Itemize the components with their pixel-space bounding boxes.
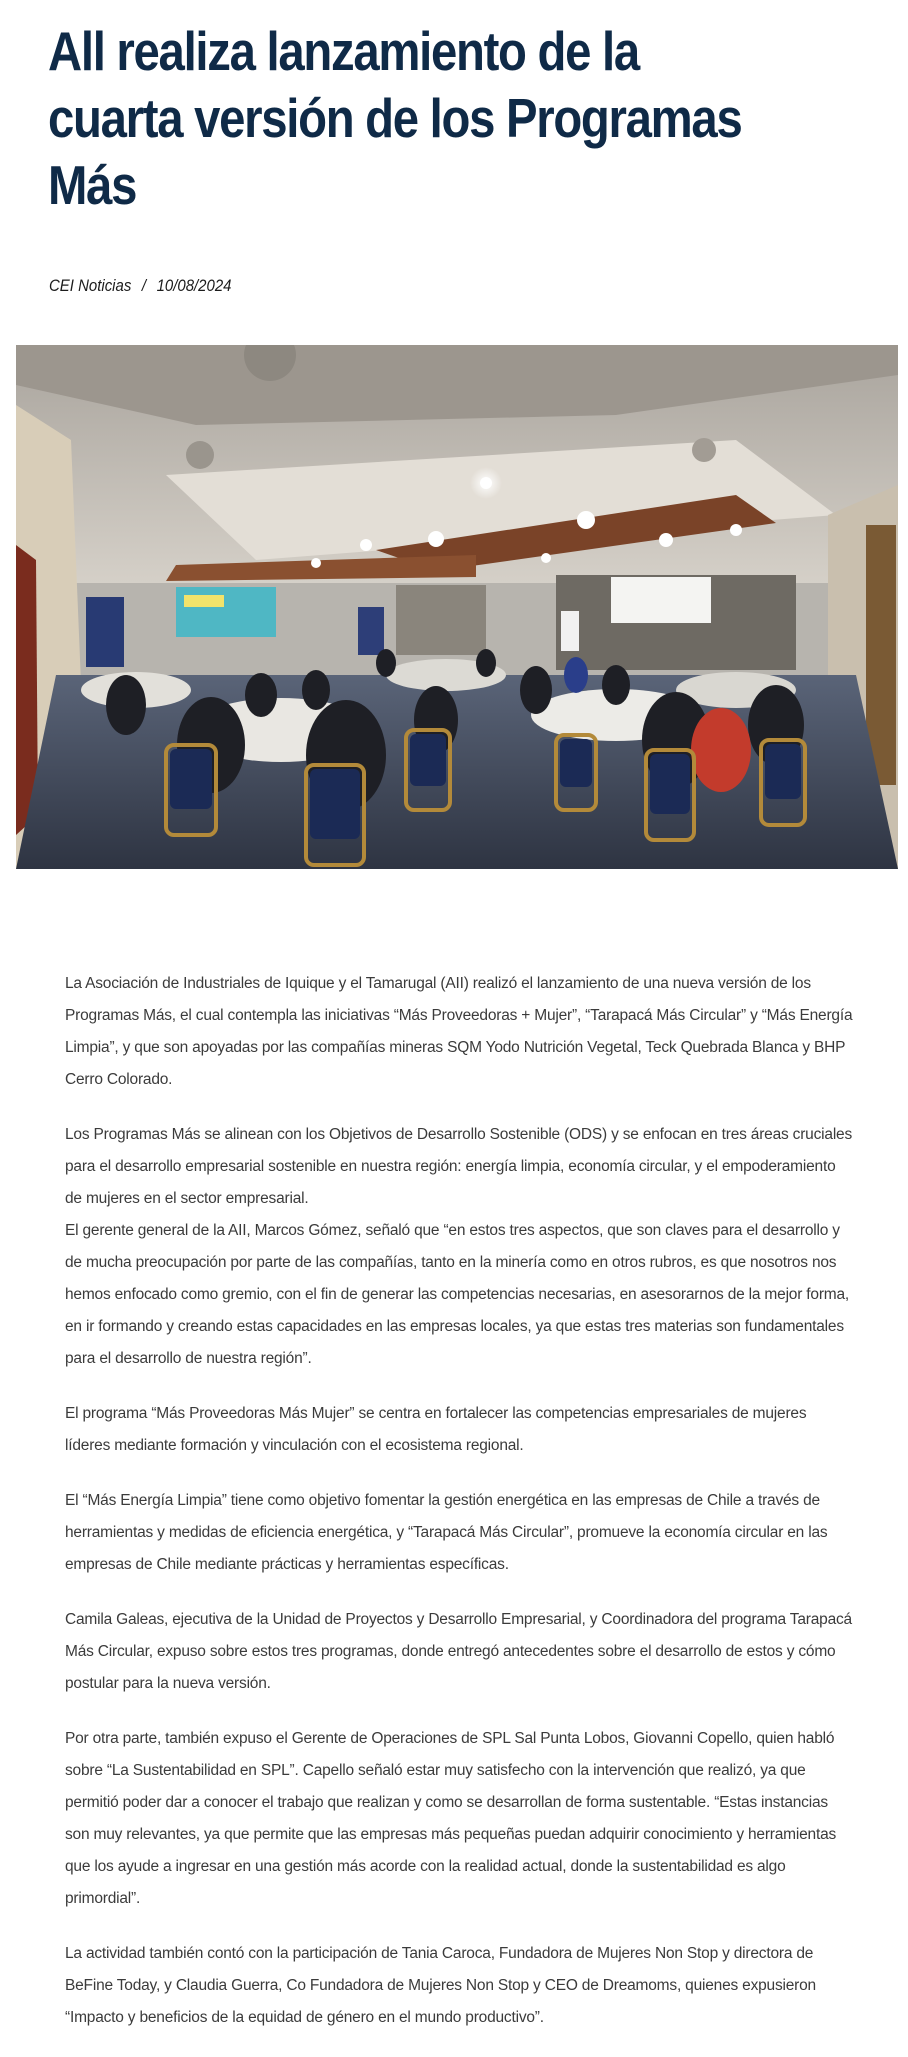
article-category[interactable]: CEI Noticias (49, 276, 132, 295)
paragraph: El gerente general de la AII, Marcos Gómez, señaló que “en estos tres aspectos, que son claves para el desarrollo y de mucha preocupación por parte de las compañías, tanto en la minería como en otros rubros, es que nosotros nos hemos enfocado como gremio, con el fin de generar las competencias necesarias, en asesorarnos de la mejor forma, en ir formando y creando estas capacidades en las empresas locales, ya que estas tres materias son fundamentales para el desarrollo de nuestra región”. (65, 1222, 850, 1367)
article-title: All realiza lanzamiento de la cuarta versión de los Programas Más (48, 20, 742, 216)
paragraph: Los Programas Más se alinean con los Objetivos de Desarrollo Sostenible (ODS) y se enfocan en tres áreas cruciales para el desarrollo empresarial sostenible en nuestra región: energía limpia, economía circular, y el empoderamiento de mujeres en el sector empresarial. (65, 1126, 853, 1207)
paragraph: Por otra parte, también expuso el Gerente de Operaciones de SPL Sal Punta Lobos, Giovanni Copello, quien habló sobre “La Sustentabilidad en SPL”. Capello señaló estar muy satisfecho con la intervención que realizó, ya que permitió poder dar a conocer el trabajo que realizan y como se desarrollan de forma sustentable. “Estas instancias son muy relevantes, ya que permite que las empresas más pequeñas puedan adquirir conocimiento y herramientas que los ayude a ingresar en una gestión más acorde con la realidad actual, donde la sustentabilidad es algo primordial”. (65, 1730, 837, 1907)
paragraph: El programa “Más Proveedoras Más Mujer” se centra en fortalecer las competencias empresariales de mujeres líderes mediante formación y vinculación con el ecosistema regional. (65, 1405, 807, 1454)
event-photo (16, 345, 898, 869)
paragraph: La Asociación de Industriales de Iquique y el Tamarugal (AII) realizó el lanzamiento de una nueva versión de los Programas Más, el cual contempla las iniciativas “Más Proveedoras + Mujer”, “Tarapacá Más Circular” y “Más Energía Limpia”, y que son apoyadas por las compañías mineras SQM Yodo Nutrición Vegetal, Teck Quebrada Blanca y BHP Cerro Colorado. (65, 975, 853, 1088)
article-body (65, 968, 855, 2057)
paragraph: Camila Galeas, ejecutiva de la Unidad de Proyectos y Desarrollo Empresarial, y Coordinadora del programa Tarapacá Más Circular, expuso sobre estos tres programas, donde entregó antecedentes sobre el desarrollo de estos y cómo postular para la nueva versión. (65, 1611, 852, 1692)
meta-separator: / (141, 276, 147, 295)
article-meta (49, 276, 231, 296)
paragraph: La actividad también contó con la participación de Tania Caroca, Fundadora de Mujeres Non Stop y directora de BeFine Today, y Claudia Guerra, Co Fundadora de Mujeres Non Stop y CEO de Dreamoms, quienes expusieron “Impacto y beneficios de la equidad de género en el mundo productivo”. (65, 1945, 816, 2026)
paragraph: El “Más Energía Limpia” tiene como objetivo fomentar la gestión energética en las empresas de Chile a través de herramientas y medidas de eficiencia energética, y “Tarapacá Más Circular”, promueve la economía circular en las empresas de Chile mediante prácticas y herramientas específicas. (65, 1492, 828, 1573)
article-date: 10/08/2024 (156, 276, 232, 295)
